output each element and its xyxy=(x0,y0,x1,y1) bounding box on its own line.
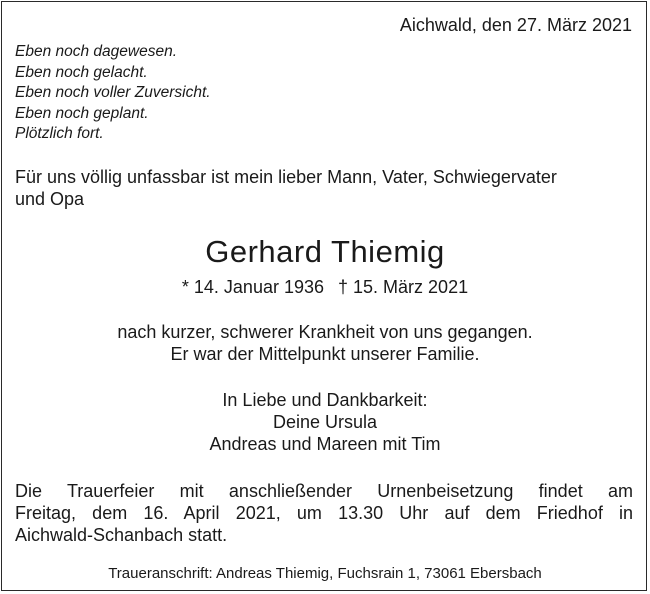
mourners-line: Deine Ursula xyxy=(272,412,378,432)
life-dates xyxy=(2,276,648,298)
funeral-line: Freitag, dem 16. April 2021, um 13.30 Uhr auf dem Friedhof in xyxy=(15,503,633,523)
mourners-line: Andreas und Mareen mit Tim xyxy=(209,434,441,454)
message-text xyxy=(2,321,648,365)
deceased-name: Gerhard Thiemig xyxy=(205,234,445,269)
obituary-notice xyxy=(1,1,647,591)
funeral-line: Die Trauerfeier mit anschließender Urnenbeisetzung findet am xyxy=(15,481,633,501)
message-line: Er war der Mittelpunkt unserer Familie. xyxy=(170,344,480,364)
birth-date: * 14. Januar 1936 xyxy=(181,277,325,297)
poem-line: Eben noch voller Zuversicht. xyxy=(15,84,211,102)
mourners xyxy=(2,389,648,455)
mourners-line: In Liebe und Dankbarkeit: xyxy=(222,390,428,410)
funeral-info xyxy=(15,480,633,546)
poem-line: Eben noch geplant. xyxy=(15,104,149,122)
place-date: Aichwald, den 27. März 2021 xyxy=(399,15,632,35)
message-line: nach kurzer, schwerer Krankheit von uns gegangen. xyxy=(117,322,533,342)
intro-line: und Opa xyxy=(15,189,85,209)
intro-text xyxy=(15,166,632,210)
death-date: † 15. März 2021 xyxy=(338,277,469,297)
funeral-line: Aichwald-Schanbach statt. xyxy=(15,525,228,545)
poem-line: Plötzlich fort. xyxy=(15,125,104,143)
poem-line: Eben noch dagewesen. xyxy=(15,43,178,60)
poem xyxy=(15,42,211,145)
poem-line: Eben noch gelacht. xyxy=(15,63,148,81)
intro-line: Für uns völlig unfassbar ist mein lieber Mann, Vater, Schwiegervater xyxy=(15,167,557,187)
mourning-address: Traueranschrift: Andreas Thiemig, Fuchsrain 1, 73061 Ebersbach xyxy=(108,565,542,582)
